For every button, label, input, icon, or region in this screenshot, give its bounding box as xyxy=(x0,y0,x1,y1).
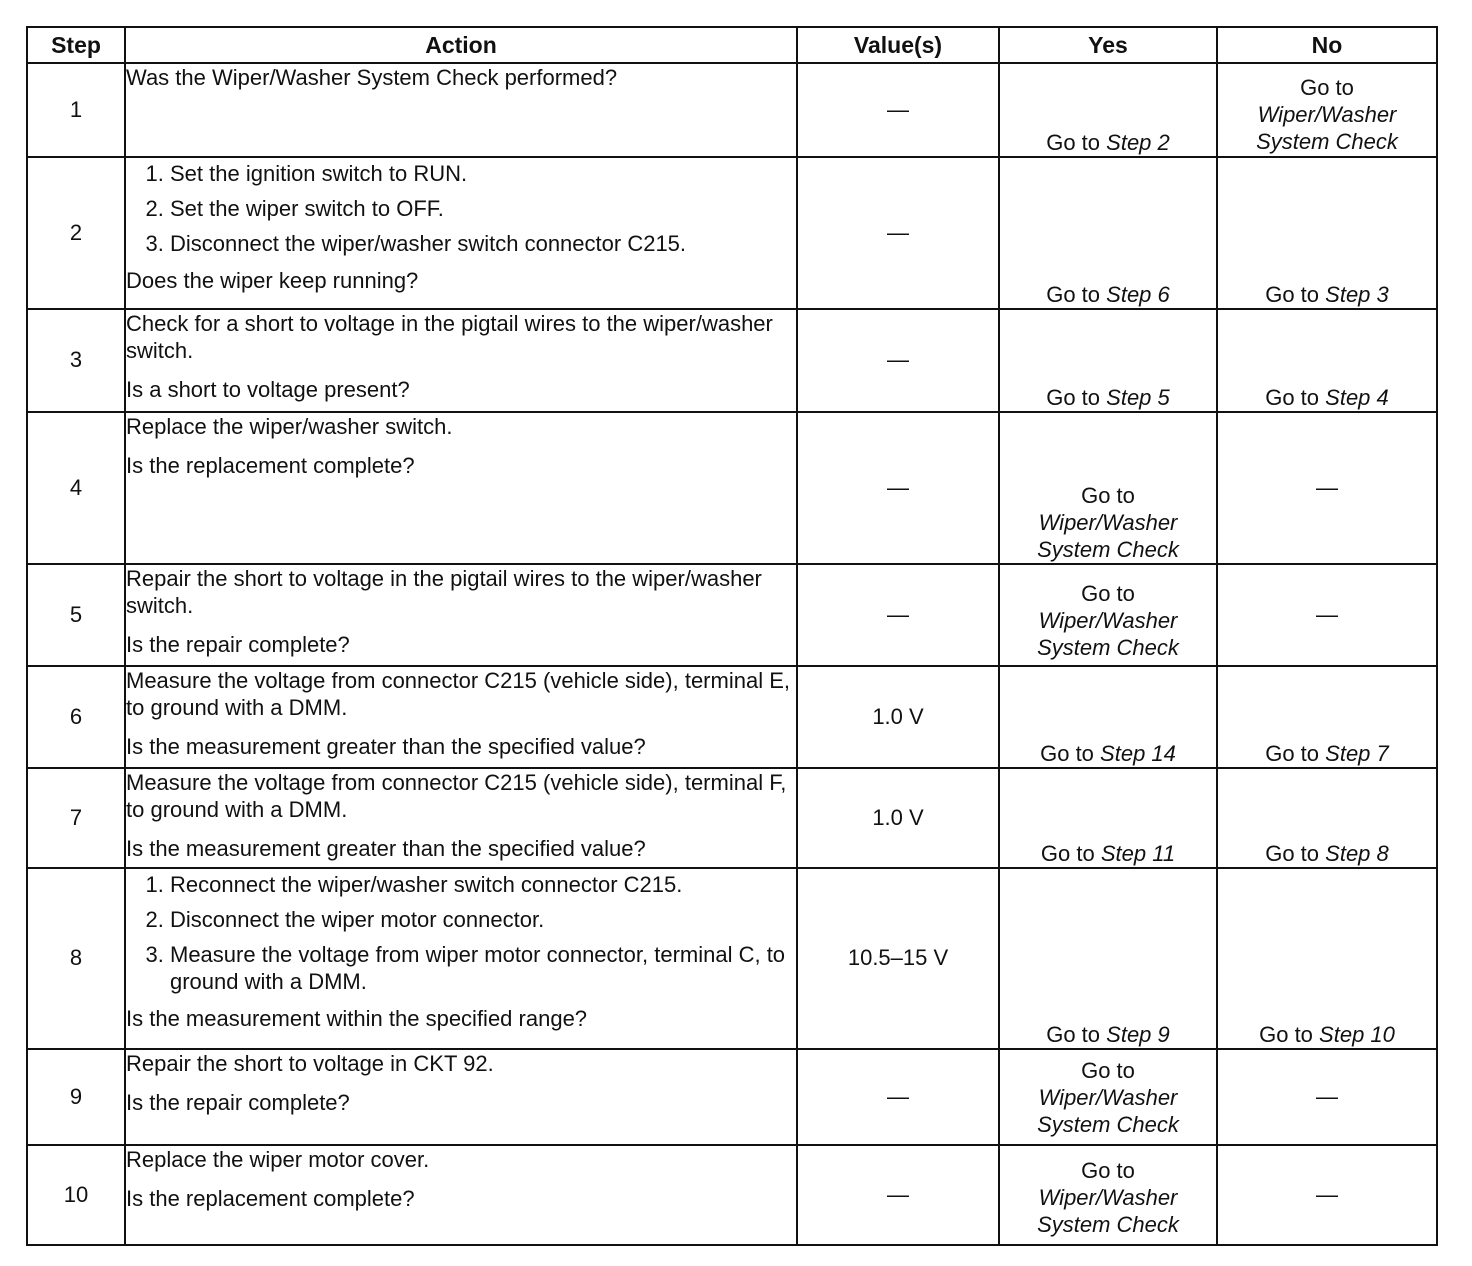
action-cell xyxy=(125,1049,797,1145)
action-step: 1. Set the ignition switch to RUN. xyxy=(170,160,796,187)
table-row xyxy=(27,157,1437,309)
table-row xyxy=(27,1049,1437,1145)
action-cell xyxy=(125,1145,797,1245)
step-number: 9 xyxy=(27,1049,125,1145)
go-to-text: Go to xyxy=(1259,1021,1313,1047)
value-cell: — xyxy=(797,157,999,309)
no-cell xyxy=(1217,309,1437,411)
system-check-link[interactable] xyxy=(1000,1184,1216,1238)
yes-cell xyxy=(999,157,1217,309)
action-step: 3. Measure the voltage from wiper motor connector, terminal C, to ground with a DMM. xyxy=(170,941,796,995)
action-question: Is a short to voltage present? xyxy=(126,377,410,403)
step-link[interactable]: Step 2 xyxy=(1106,130,1170,156)
step-link[interactable]: Step 6 xyxy=(1106,282,1170,308)
yes-cell xyxy=(999,564,1217,666)
action-text: Replace the wiper motor cover. xyxy=(126,1146,430,1172)
step-link[interactable]: Step 8 xyxy=(1325,841,1389,867)
system-check-link[interactable] xyxy=(1000,509,1216,563)
system-check-link[interactable] xyxy=(1000,1084,1216,1138)
step-number: 4 xyxy=(27,412,125,564)
link-line: System Check xyxy=(1037,1111,1179,1137)
link-line: Wiper/Washer xyxy=(1257,102,1397,127)
no-cell: — xyxy=(1217,564,1437,666)
no-cell: — xyxy=(1217,1145,1437,1245)
step-number: 1 xyxy=(27,63,125,157)
step-number: 10 xyxy=(27,1145,125,1245)
go-to-text: Go to xyxy=(1046,1021,1101,1047)
action-text: Replace the wiper/washer switch. xyxy=(126,413,453,439)
value-cell: — xyxy=(797,63,999,157)
link-line: System Check xyxy=(1037,635,1179,660)
yes-cell xyxy=(999,666,1217,768)
action-question: Is the repair complete? xyxy=(126,1089,350,1115)
header-yes: Yes xyxy=(999,27,1217,63)
table-row xyxy=(27,666,1437,768)
link-line: System Check xyxy=(1037,536,1179,562)
step-number: 8 xyxy=(27,868,125,1048)
yes-cell xyxy=(999,1145,1217,1245)
header-step: Step xyxy=(27,27,125,63)
go-to-text: Go to xyxy=(1265,282,1320,308)
step-link[interactable]: Step 7 xyxy=(1325,741,1389,767)
action-cell xyxy=(125,157,797,309)
yes-cell xyxy=(999,63,1217,157)
action-cell xyxy=(125,768,797,868)
action-step: 2. Set the wiper switch to OFF. xyxy=(170,195,796,222)
action-text: Was the Wiper/Washer System Check performed? xyxy=(126,65,618,90)
action-steps-list xyxy=(126,160,796,257)
go-to-text: Go to xyxy=(1081,581,1135,606)
link-line: Wiper/Washer xyxy=(1038,1084,1178,1110)
go-to-text: Go to xyxy=(1265,384,1320,410)
yes-cell xyxy=(999,309,1217,411)
action-text: Repair the short to voltage in CKT 92. xyxy=(126,1050,494,1076)
action-question: Is the replacement complete? xyxy=(126,452,415,478)
action-text: Check for a short to voltage in the pigtail wires to the wiper/washer switch. xyxy=(126,311,773,364)
yes-cell xyxy=(999,768,1217,868)
table-row xyxy=(27,1145,1437,1245)
table-row xyxy=(27,309,1437,411)
link-line: Wiper/Washer xyxy=(1038,1185,1178,1210)
action-cell xyxy=(125,666,797,768)
system-check-link[interactable] xyxy=(1218,101,1436,155)
action-question: Is the measurement within the specified range? xyxy=(126,1006,588,1032)
step-number: 7 xyxy=(27,768,125,868)
go-to-text: Go to xyxy=(1300,75,1354,100)
action-step: 3. Disconnect the wiper/washer switch connector C215. xyxy=(170,230,796,257)
action-text: Measure the voltage from connector C215 (vehicle side), terminal E, to ground with a DMM. xyxy=(126,668,790,720)
value-cell: — xyxy=(797,309,999,411)
value-cell: — xyxy=(797,1049,999,1145)
action-question: Is the repair complete? xyxy=(126,631,350,657)
table-row xyxy=(27,412,1437,564)
go-to-text: Go to xyxy=(1046,384,1101,410)
step-link[interactable]: Step 4 xyxy=(1325,384,1389,410)
action-question: Is the measurement greater than the specified value? xyxy=(126,836,646,862)
go-to-text: Go to xyxy=(1046,130,1101,156)
action-step: 1. Reconnect the wiper/washer switch connector C215. xyxy=(170,871,796,898)
action-question: Does the wiper keep running? xyxy=(126,268,419,294)
step-number: 6 xyxy=(27,666,125,768)
action-cell xyxy=(125,868,797,1048)
step-link[interactable]: Step 11 xyxy=(1100,841,1176,867)
step-number: 5 xyxy=(27,564,125,666)
step-link[interactable]: Step 3 xyxy=(1325,282,1389,308)
no-cell xyxy=(1217,768,1437,868)
link-line: System Check xyxy=(1256,129,1398,154)
system-check-link[interactable] xyxy=(1000,607,1216,661)
action-question: Is the measurement greater than the specified value? xyxy=(126,734,646,759)
table-row xyxy=(27,768,1437,868)
yes-cell xyxy=(999,412,1217,564)
yes-cell xyxy=(999,868,1217,1048)
value-cell: — xyxy=(797,564,999,666)
value-cell: — xyxy=(797,412,999,564)
step-link[interactable]: Step 5 xyxy=(1106,384,1170,410)
action-cell xyxy=(125,63,797,157)
step-link[interactable]: Step 10 xyxy=(1319,1021,1395,1047)
step-link[interactable]: Step 9 xyxy=(1106,1021,1170,1047)
go-to-text: Go to xyxy=(1081,1158,1135,1183)
value-cell: 1.0 V xyxy=(797,768,999,868)
no-cell xyxy=(1217,63,1437,157)
yes-cell xyxy=(999,1049,1217,1145)
header-values: Value(s) xyxy=(797,27,999,63)
no-cell xyxy=(1217,157,1437,309)
header-no: No xyxy=(1217,27,1437,63)
no-cell xyxy=(1217,868,1437,1048)
table-row xyxy=(27,63,1437,157)
go-to-text: Go to xyxy=(1265,841,1320,867)
step-number: 3 xyxy=(27,309,125,411)
go-to-text: Go to xyxy=(1265,741,1320,767)
link-line: System Check xyxy=(1037,1212,1179,1237)
header-action: Action xyxy=(125,27,797,63)
action-text: Repair the short to voltage in the pigtail wires to the wiper/washer switch. xyxy=(126,565,762,618)
go-to-text: Go to xyxy=(1040,841,1095,867)
action-steps-list xyxy=(126,871,796,995)
no-cell: — xyxy=(1217,412,1437,564)
action-step: 2. Disconnect the wiper motor connector. xyxy=(170,906,796,933)
header-row xyxy=(27,27,1437,63)
link-line: Wiper/Washer xyxy=(1038,509,1178,535)
step-number: 2 xyxy=(27,157,125,309)
go-to-text: Go to xyxy=(1081,482,1135,508)
action-cell xyxy=(125,564,797,666)
table-row xyxy=(27,868,1437,1048)
diagnostic-table xyxy=(26,26,1438,1246)
go-to-text: Go to xyxy=(1040,741,1094,767)
action-cell xyxy=(125,309,797,411)
action-question: Is the replacement complete? xyxy=(126,1185,415,1211)
action-cell xyxy=(125,412,797,564)
go-to-text: Go to xyxy=(1081,1057,1135,1083)
value-cell: 1.0 V xyxy=(797,666,999,768)
no-cell: — xyxy=(1217,1049,1437,1145)
value-cell: — xyxy=(797,1145,999,1245)
table-row xyxy=(27,564,1437,666)
go-to-text: Go to xyxy=(1046,282,1101,308)
no-cell xyxy=(1217,666,1437,768)
step-link[interactable]: Step 14 xyxy=(1100,741,1176,767)
value-cell: 10.5–15 V xyxy=(797,868,999,1048)
link-line: Wiper/Washer xyxy=(1038,608,1178,633)
action-text: Measure the voltage from connector C215 (vehicle side), terminal F, to ground with a DMM. xyxy=(126,770,787,823)
